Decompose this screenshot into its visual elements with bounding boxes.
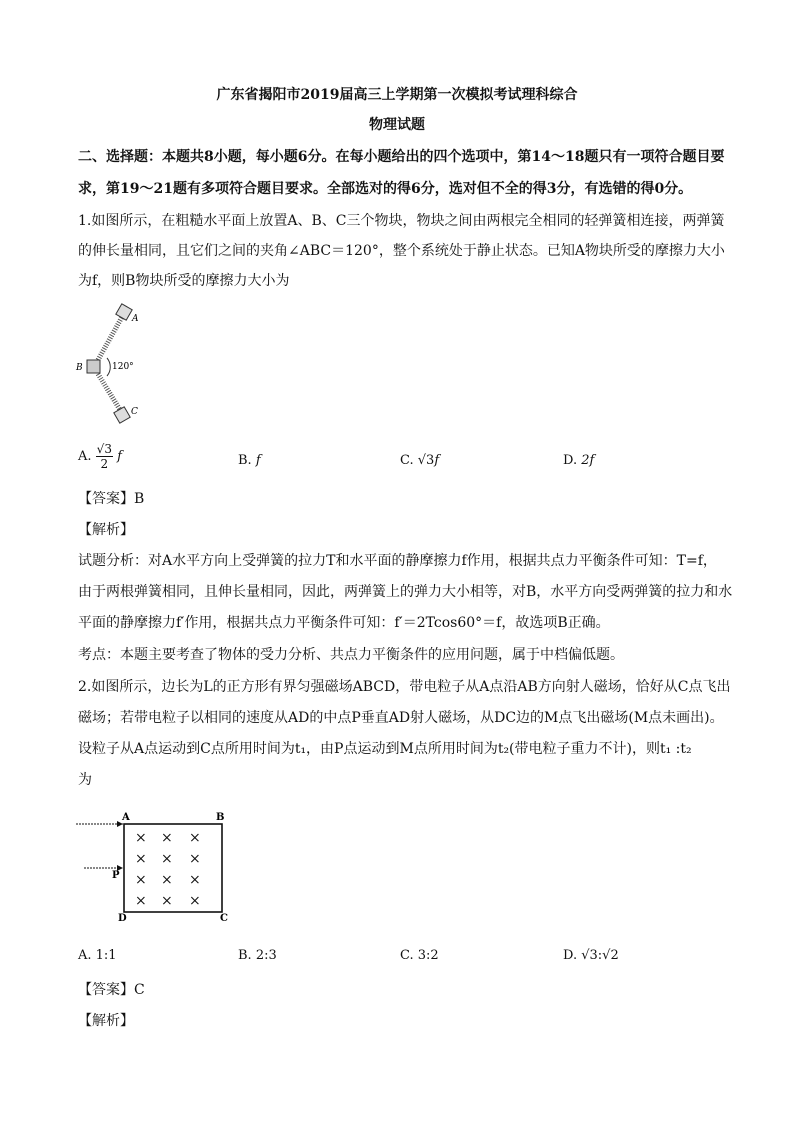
spring-upper: [98, 317, 122, 360]
field-marks: [135, 830, 201, 909]
q1-knowledge-point: 考点：本题主要考查了物体的受力分析、共点力平衡条件的应用问题，属于中档偏低题。: [78, 647, 624, 663]
svg-text:×: ×: [189, 851, 201, 867]
label-a: A: [132, 314, 139, 324]
q1-option-b: B. f: [238, 453, 261, 468]
label-p: P: [112, 870, 120, 881]
q2-option-b: B. 2:3: [238, 948, 277, 963]
svg-text:×: ×: [135, 830, 147, 846]
angle-arc: [107, 358, 110, 376]
q1-analysis-line2: 由于两根弹簧相同，且伸长量相同，因此，两弹簧上的弹力大小相等，对B，水平方向受两弹簧的拉力和水: [78, 584, 733, 600]
label-a: A: [122, 812, 130, 823]
svg-text:×: ×: [189, 893, 201, 909]
q2-answer: 【答案】C: [78, 982, 145, 998]
q1-stem-line3: 为f，则B物块所受的摩擦力大小为: [78, 273, 290, 289]
label-d: D: [118, 913, 127, 924]
svg-text:×: ×: [189, 830, 201, 846]
svg-text:×: ×: [135, 893, 147, 909]
q1-analysis-line3: 平面的静摩擦力f′作用，根据共点力平衡条件可知：f′＝2Tcos60°＝f，故选项B正确。: [78, 615, 610, 631]
q2-analysis-label: 【解析】: [78, 1013, 134, 1029]
svg-text:×: ×: [189, 872, 201, 888]
q2-stem-line1: 2.如图所示，边长为L的正方形有界匀强磁场ABCD，带电粒子从A点沿AB方向射人磁场，恰好从C点飞出: [78, 679, 731, 695]
svg-text:×: ×: [161, 830, 173, 846]
label-c: C: [220, 913, 228, 924]
svg-text:×: ×: [161, 893, 173, 909]
label-c: C: [131, 407, 138, 417]
q1-stem-line1: 1.如图所示，在粗糙水平面上放置A、B、C三个物块，物块之间由两根完全相同的轻弹簧相连接，两弹簧: [78, 213, 725, 229]
q1-analysis-line1: 试题分析：对A水平方向上受弹簧的拉力T和水平面的静摩擦力f作用，根据共点力平衡条件可知：T=f，: [78, 553, 717, 569]
spring-lower: [98, 374, 122, 413]
label-b: B: [216, 812, 225, 823]
q1-option-c: C. √3f: [400, 453, 440, 468]
q1-analysis-label: 【解析】: [78, 522, 134, 538]
q1-spring-figure: [74, 300, 164, 425]
q1-stem-line2: 的伸长量相同，且它们之间的夹角∠ABC＝120°，整个系统处于静止状态。已知A物块所受的摩擦力大小: [78, 243, 725, 259]
label-b: B: [76, 363, 83, 373]
block-c: [114, 407, 130, 423]
svg-text:×: ×: [135, 851, 147, 867]
q1-option-d: D. 2f: [563, 453, 595, 468]
q2-option-c: C. 3:2: [400, 948, 439, 963]
q1-answer: 【答案】B: [78, 491, 145, 507]
q2-stem-line2: 磁场；若带电粒子以相同的速度从AD的中点P垂直AD射人磁场，从DC边的M点飞出磁场(M点未画出)。: [78, 710, 724, 726]
section-instruction-line2: 求，第19～21题有多项符合题目要求。全部选对的得6分，选对但不全的得3分，有选错的得0分。: [78, 181, 693, 197]
svg-text:×: ×: [161, 851, 173, 867]
q1-option-a: A. $\frac{√3}{2}$ f: [78, 442, 122, 471]
page-title: 广东省揭阳市2019届高三上学期第一次模拟考试理科综合: [216, 87, 578, 103]
page-subtitle: 物理试题: [369, 117, 425, 133]
angle-label: 120°: [112, 362, 134, 372]
q2-option-d: D. √3:√2: [563, 948, 619, 963]
block-b: [87, 360, 100, 373]
q2-option-a: A. 1:1: [78, 948, 117, 963]
svg-text:×: ×: [161, 872, 173, 888]
block-a: [116, 304, 132, 320]
svg-text:×: ×: [135, 872, 147, 888]
section-instruction-line1: 二、选择题：本题共8小题，每小题6分。在每小题给出的四个选项中，第14～18题只有一项符合题目要: [78, 149, 725, 165]
q2-magnetic-field-figure: [74, 806, 234, 924]
q2-stem-line3: 设粒子从A点运动到C点所用时间为t₁，由P点运动到M点所用时间为t₂(带电粒子重力不计)，则t₁ :t₂: [78, 741, 692, 757]
q2-stem-line4: 为: [78, 772, 92, 788]
